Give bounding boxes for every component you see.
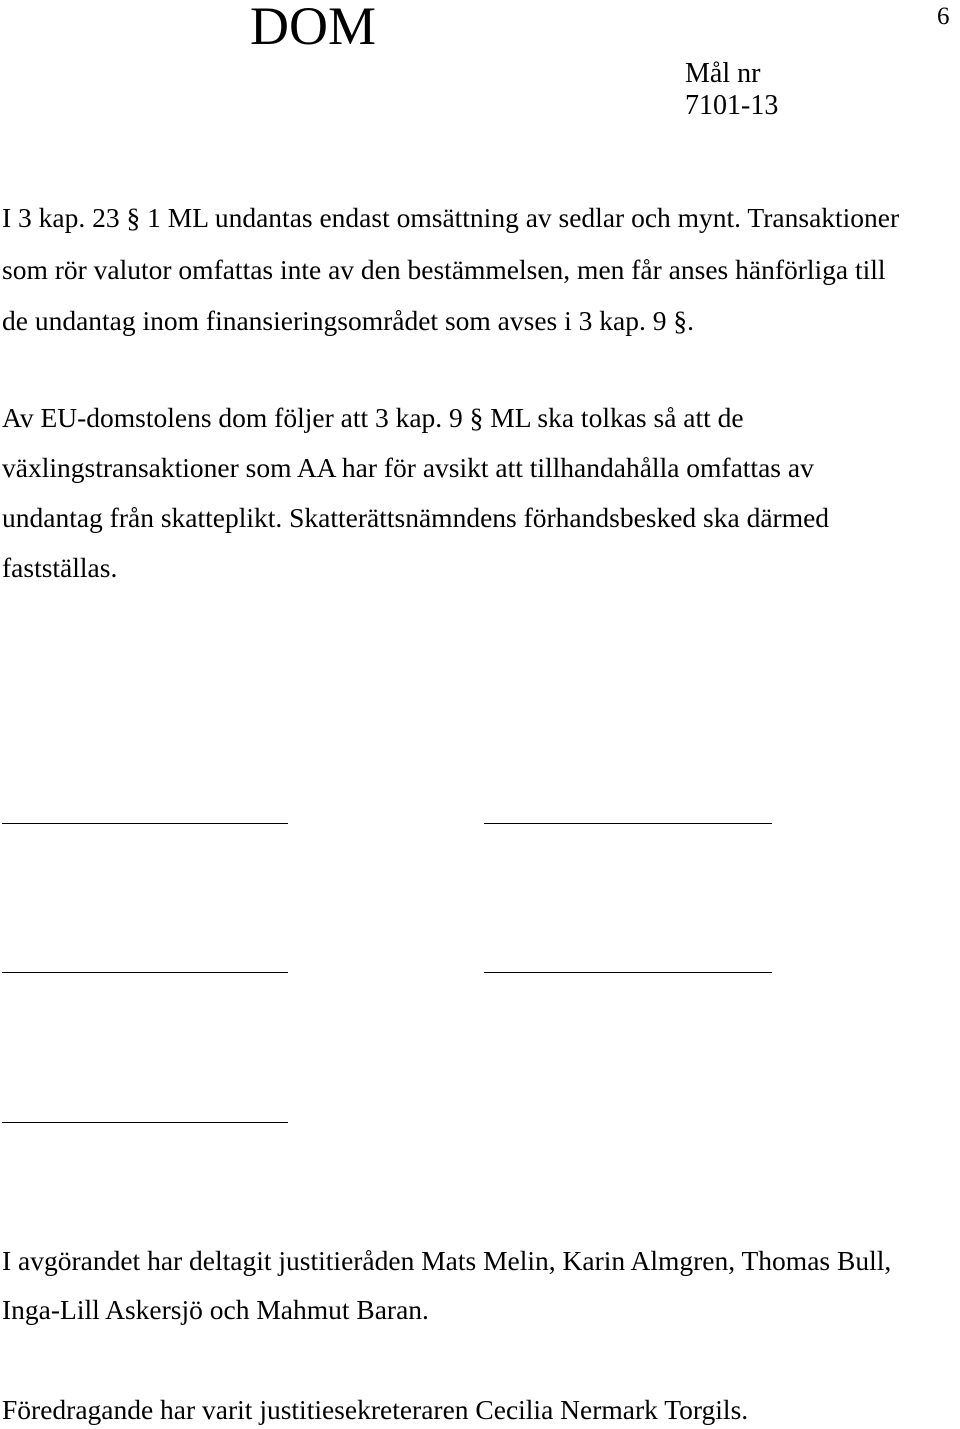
document-title: DOM — [250, 0, 377, 56]
paragraph-line: de undantag inom finansieringsområdet som avses i 3 kap. 9 §. — [2, 305, 694, 336]
page-number: 6 — [937, 3, 950, 30]
paragraph-line: undantag från skatteplikt. Skatterättsnämndens förhandsbesked ska därmed — [2, 502, 830, 533]
signature-line — [2, 972, 288, 973]
signature-line — [2, 1122, 288, 1123]
rapporteur-statement: Föredragande har varit justitiesekreteraren Cecilia Nermark Torgils. — [2, 1394, 749, 1425]
signature-line — [2, 823, 288, 824]
case-number-label: Mål nr — [685, 58, 761, 89]
signature-line — [484, 972, 772, 973]
paragraph-line: I avgörandet har deltagit justitieråden Mats Melin, Karin Almgren, Thomas Bull, — [2, 1245, 892, 1276]
signature-line — [484, 823, 772, 824]
paragraph-line: I 3 kap. 23 § 1 ML undantas endast omsättning av sedlar och mynt. Transaktioner — [2, 202, 900, 233]
paragraph-line: som rör valutor omfattas inte av den bestämmelsen, men får anses hänförliga till — [2, 254, 886, 285]
paragraph-line: Av EU-domstolens dom följer att 3 kap. 9 § ML ska tolkas så att de — [2, 402, 744, 433]
paragraph-line: fastställas. — [2, 552, 118, 583]
paragraph-line: Inga-Lill Askersjö och Mahmut Baran. — [2, 1294, 429, 1325]
case-number: 7101-13 — [685, 90, 779, 121]
paragraph-line: växlingstransaktioner som AA har för avsikt att tillhandahålla omfattas av — [2, 452, 814, 483]
